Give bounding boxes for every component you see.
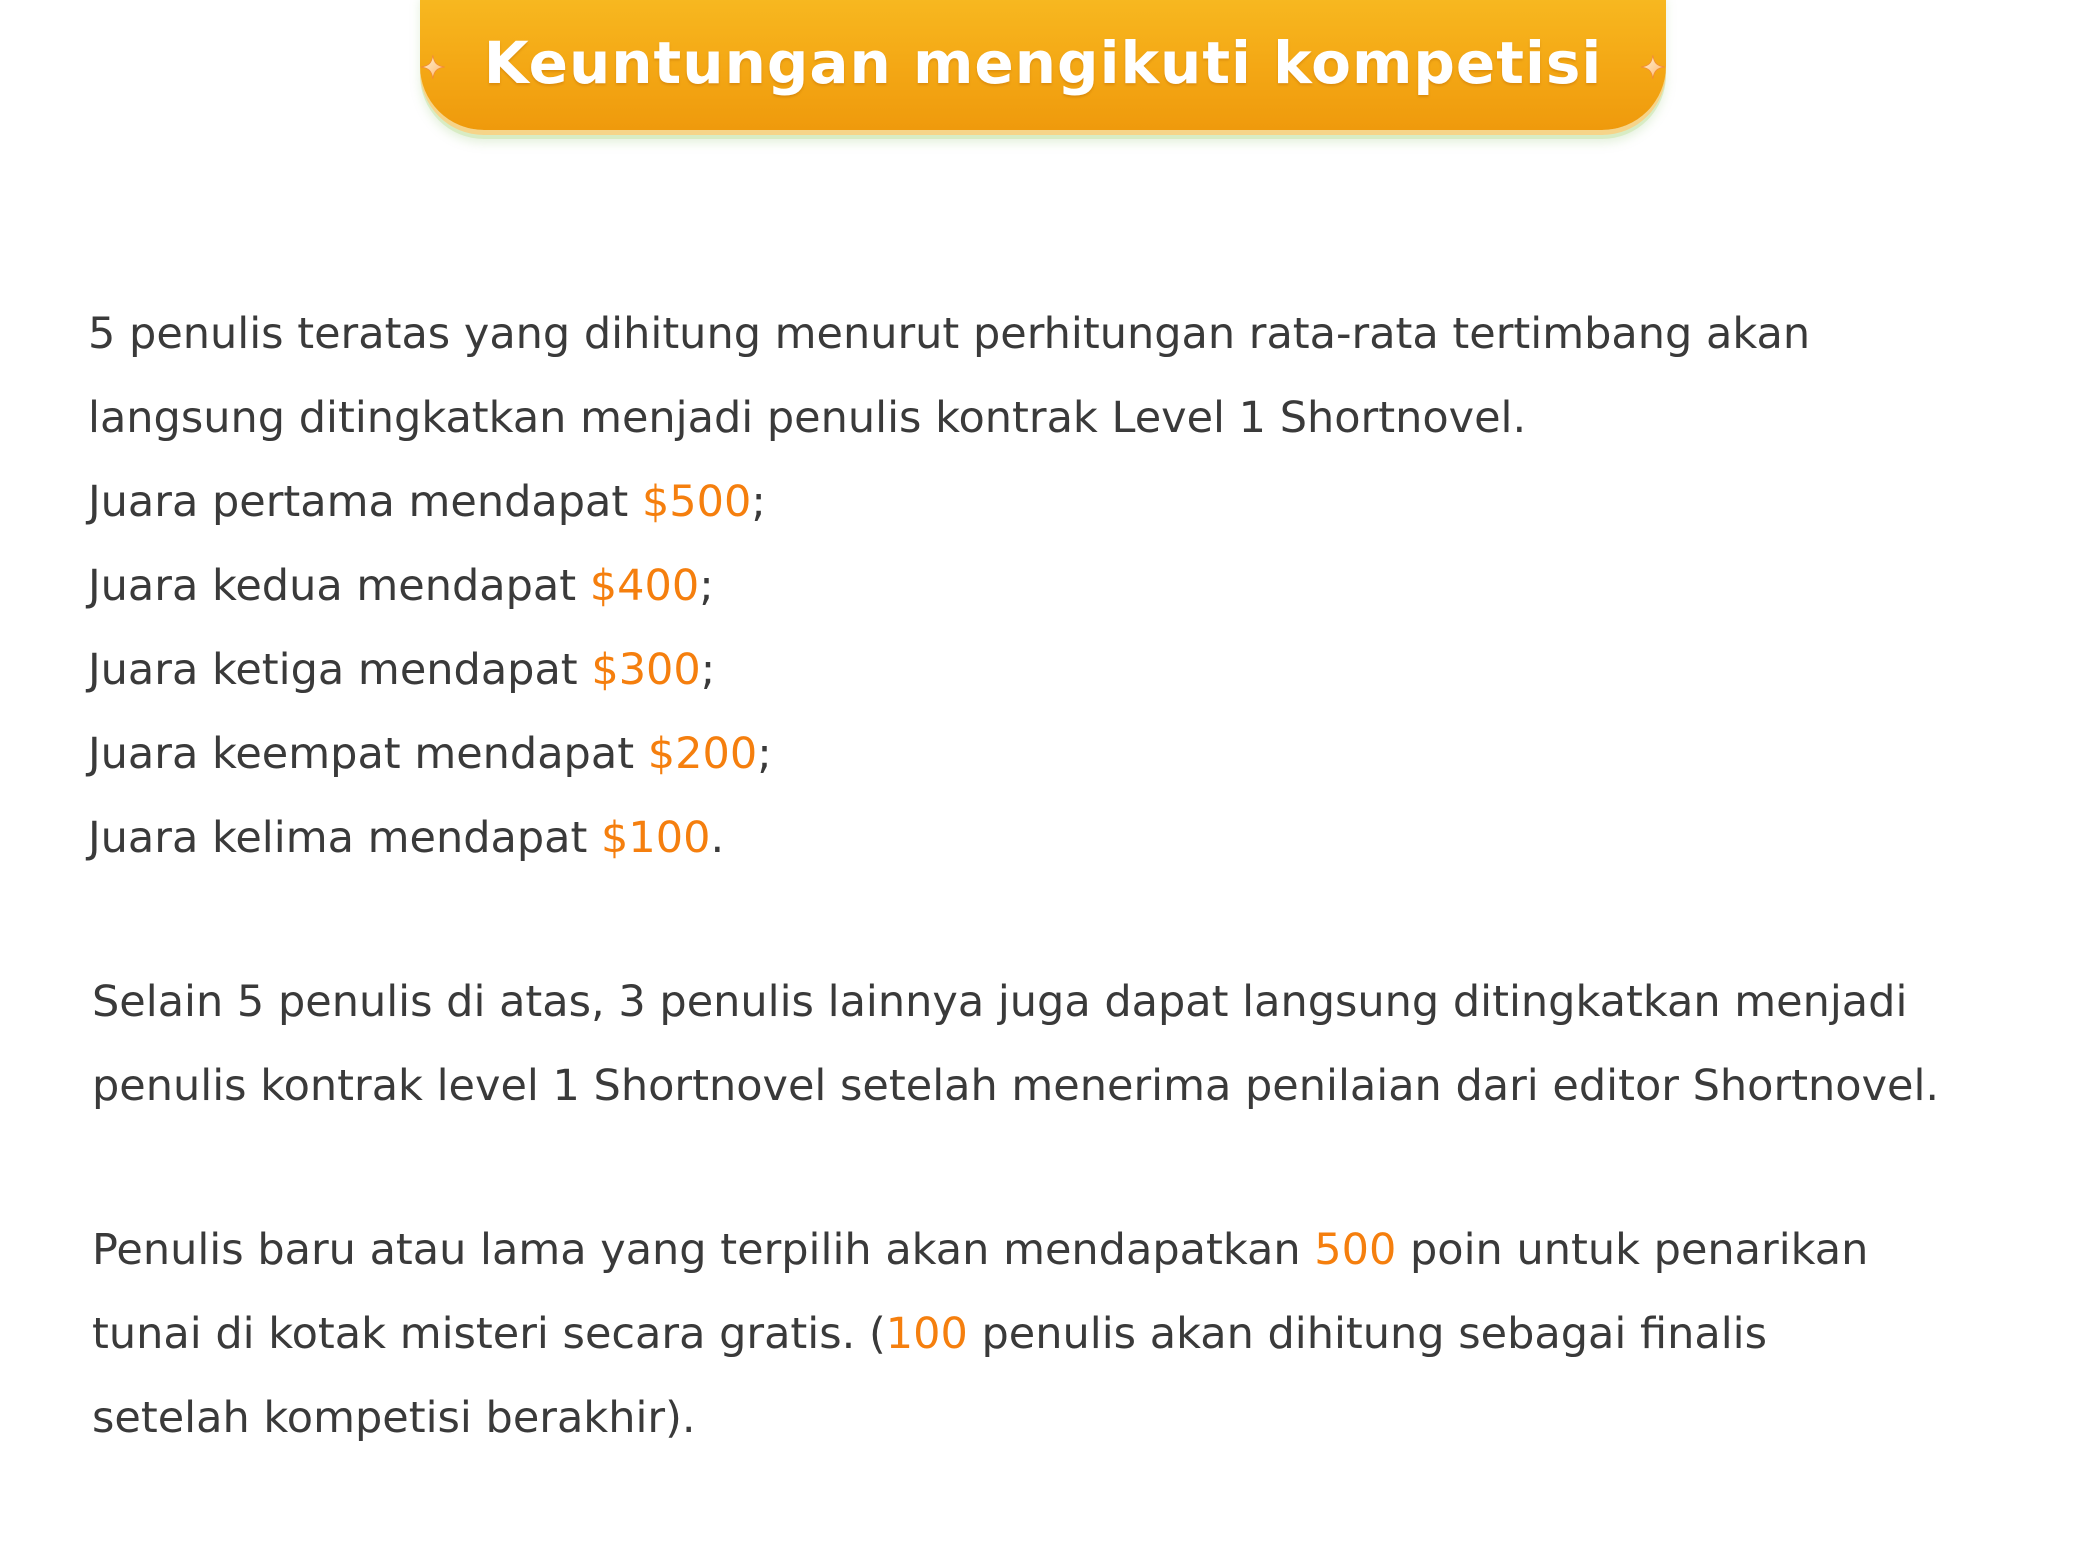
- prize-amount: $500: [641, 477, 752, 527]
- banner-title: Keuntungan mengikuti kompetisi: [483, 29, 1603, 97]
- prize-amount: $400: [589, 561, 700, 611]
- sparkle-icon: [420, 41, 446, 93]
- finalist-count: 100: [885, 1309, 968, 1359]
- extra-line: penulis kontrak level 1 Shortnovel setelah menerima penilaian dari editor Shortnovel.: [92, 1061, 1940, 1111]
- prize-amount: $200: [647, 729, 758, 779]
- prize-item: Juara kedua mendapat $400;: [88, 561, 714, 611]
- points-line: setelah kompetisi berakhir).: [92, 1393, 696, 1443]
- prize-amount: $300: [591, 645, 701, 695]
- header-banner: [420, 0, 1666, 130]
- prize-item: Juara kelima mendapat $100.: [88, 813, 725, 863]
- intro-paragraph: [88, 292, 1978, 880]
- points-amount: 500: [1314, 1225, 1397, 1275]
- extra-line: Selain 5 penulis di atas, 3 penulis lainnya juga dapat langsung ditingkatkan menjadi: [92, 977, 1908, 1027]
- points-paragraph: [88, 1208, 1984, 1460]
- points-line: Penulis baru atau lama yang terpilih akan mendapatkan 500 poin untuk penarikan: [92, 1225, 1869, 1275]
- extra-paragraph: [88, 960, 2038, 1128]
- benefits-content: [88, 292, 2038, 1460]
- intro-line: langsung ditingkatkan menjadi penulis kontrak Level 1 Shortnovel.: [88, 393, 1527, 443]
- prize-amount: $100: [601, 813, 711, 863]
- prize-item: Juara ketiga mendapat $300;: [88, 645, 716, 695]
- points-line: tunai di kotak misteri secara gratis. (100 penulis akan dihitung sebagai finalis: [92, 1309, 1768, 1359]
- intro-line: 5 penulis teratas yang dihitung menurut perhitungan rata-rata tertimbang akan: [88, 309, 1811, 359]
- prize-item: Juara keempat mendapat $200;: [88, 729, 772, 779]
- prize-item: Juara pertama mendapat $500;: [88, 477, 766, 527]
- sparkle-icon: [1640, 41, 1666, 93]
